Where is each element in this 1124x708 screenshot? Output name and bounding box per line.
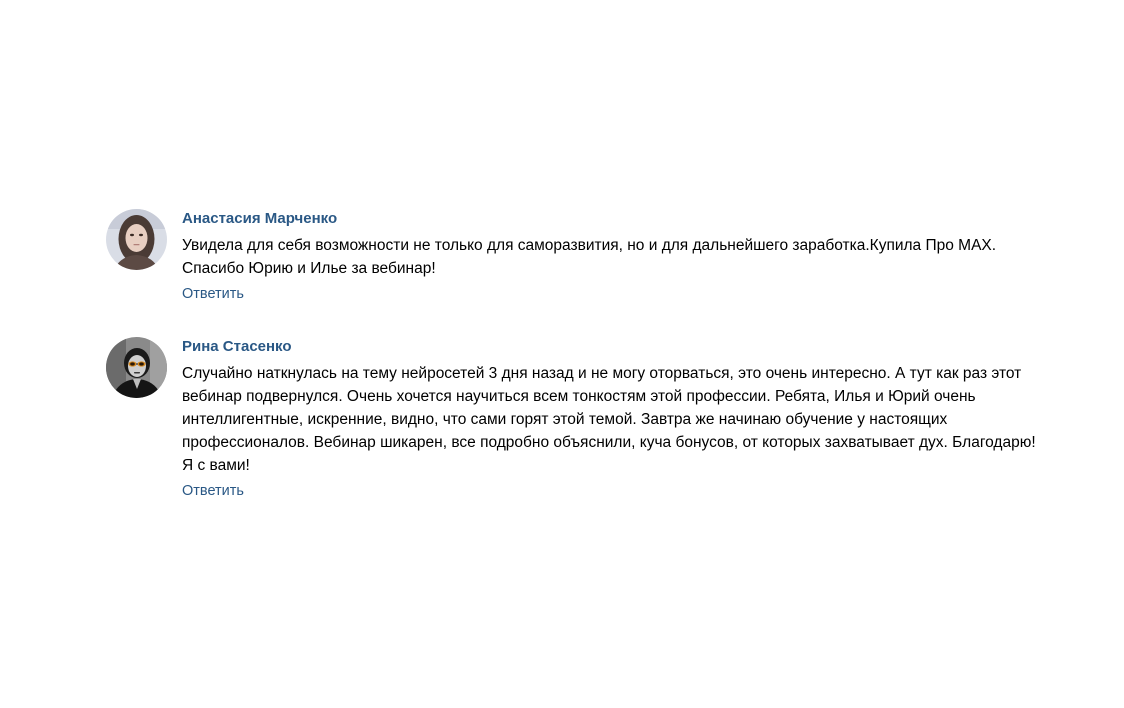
comment-body [182,207,1036,303]
comments-list [106,207,1036,532]
comment-author[interactable]: Рина Стасенко [182,338,292,355]
reply-link[interactable]: Ответить [182,483,244,499]
comment-item [106,335,1036,500]
reply-link[interactable]: Ответить [182,286,244,302]
comment-body [182,335,1036,500]
user-photo-icon [106,209,167,270]
avatar[interactable] [106,209,167,270]
user-photo-icon [106,337,167,398]
comment-item [106,207,1036,303]
comment-text: Случайно наткнулась на тему нейросетей 3 дня назад и не могу оторваться, это очень интересно. А тут как раз этот вебинар подвернулся. Очень хочется научиться всем тонкостям этой профессии. Ребята, Илья и Юрий очень интеллигентные, искренние, видно, что сами горят этой темой. Завтра же начинаю обучение у настоящих профессионалов. Вебинар шикарен, все подробно объяснили, куча бонусов, от которых захватывает дух. Благодарю! Я с вами! [182,365,1036,474]
comment-author[interactable]: Анастасия Марченко [182,210,338,227]
comment-text: Увидела для себя возможности не только для саморазвития, но и для дальнейшего заработка.Купила Про MAX. Спасибо Юрию и Илье за вебинар! [182,237,997,277]
avatar[interactable] [106,337,167,398]
